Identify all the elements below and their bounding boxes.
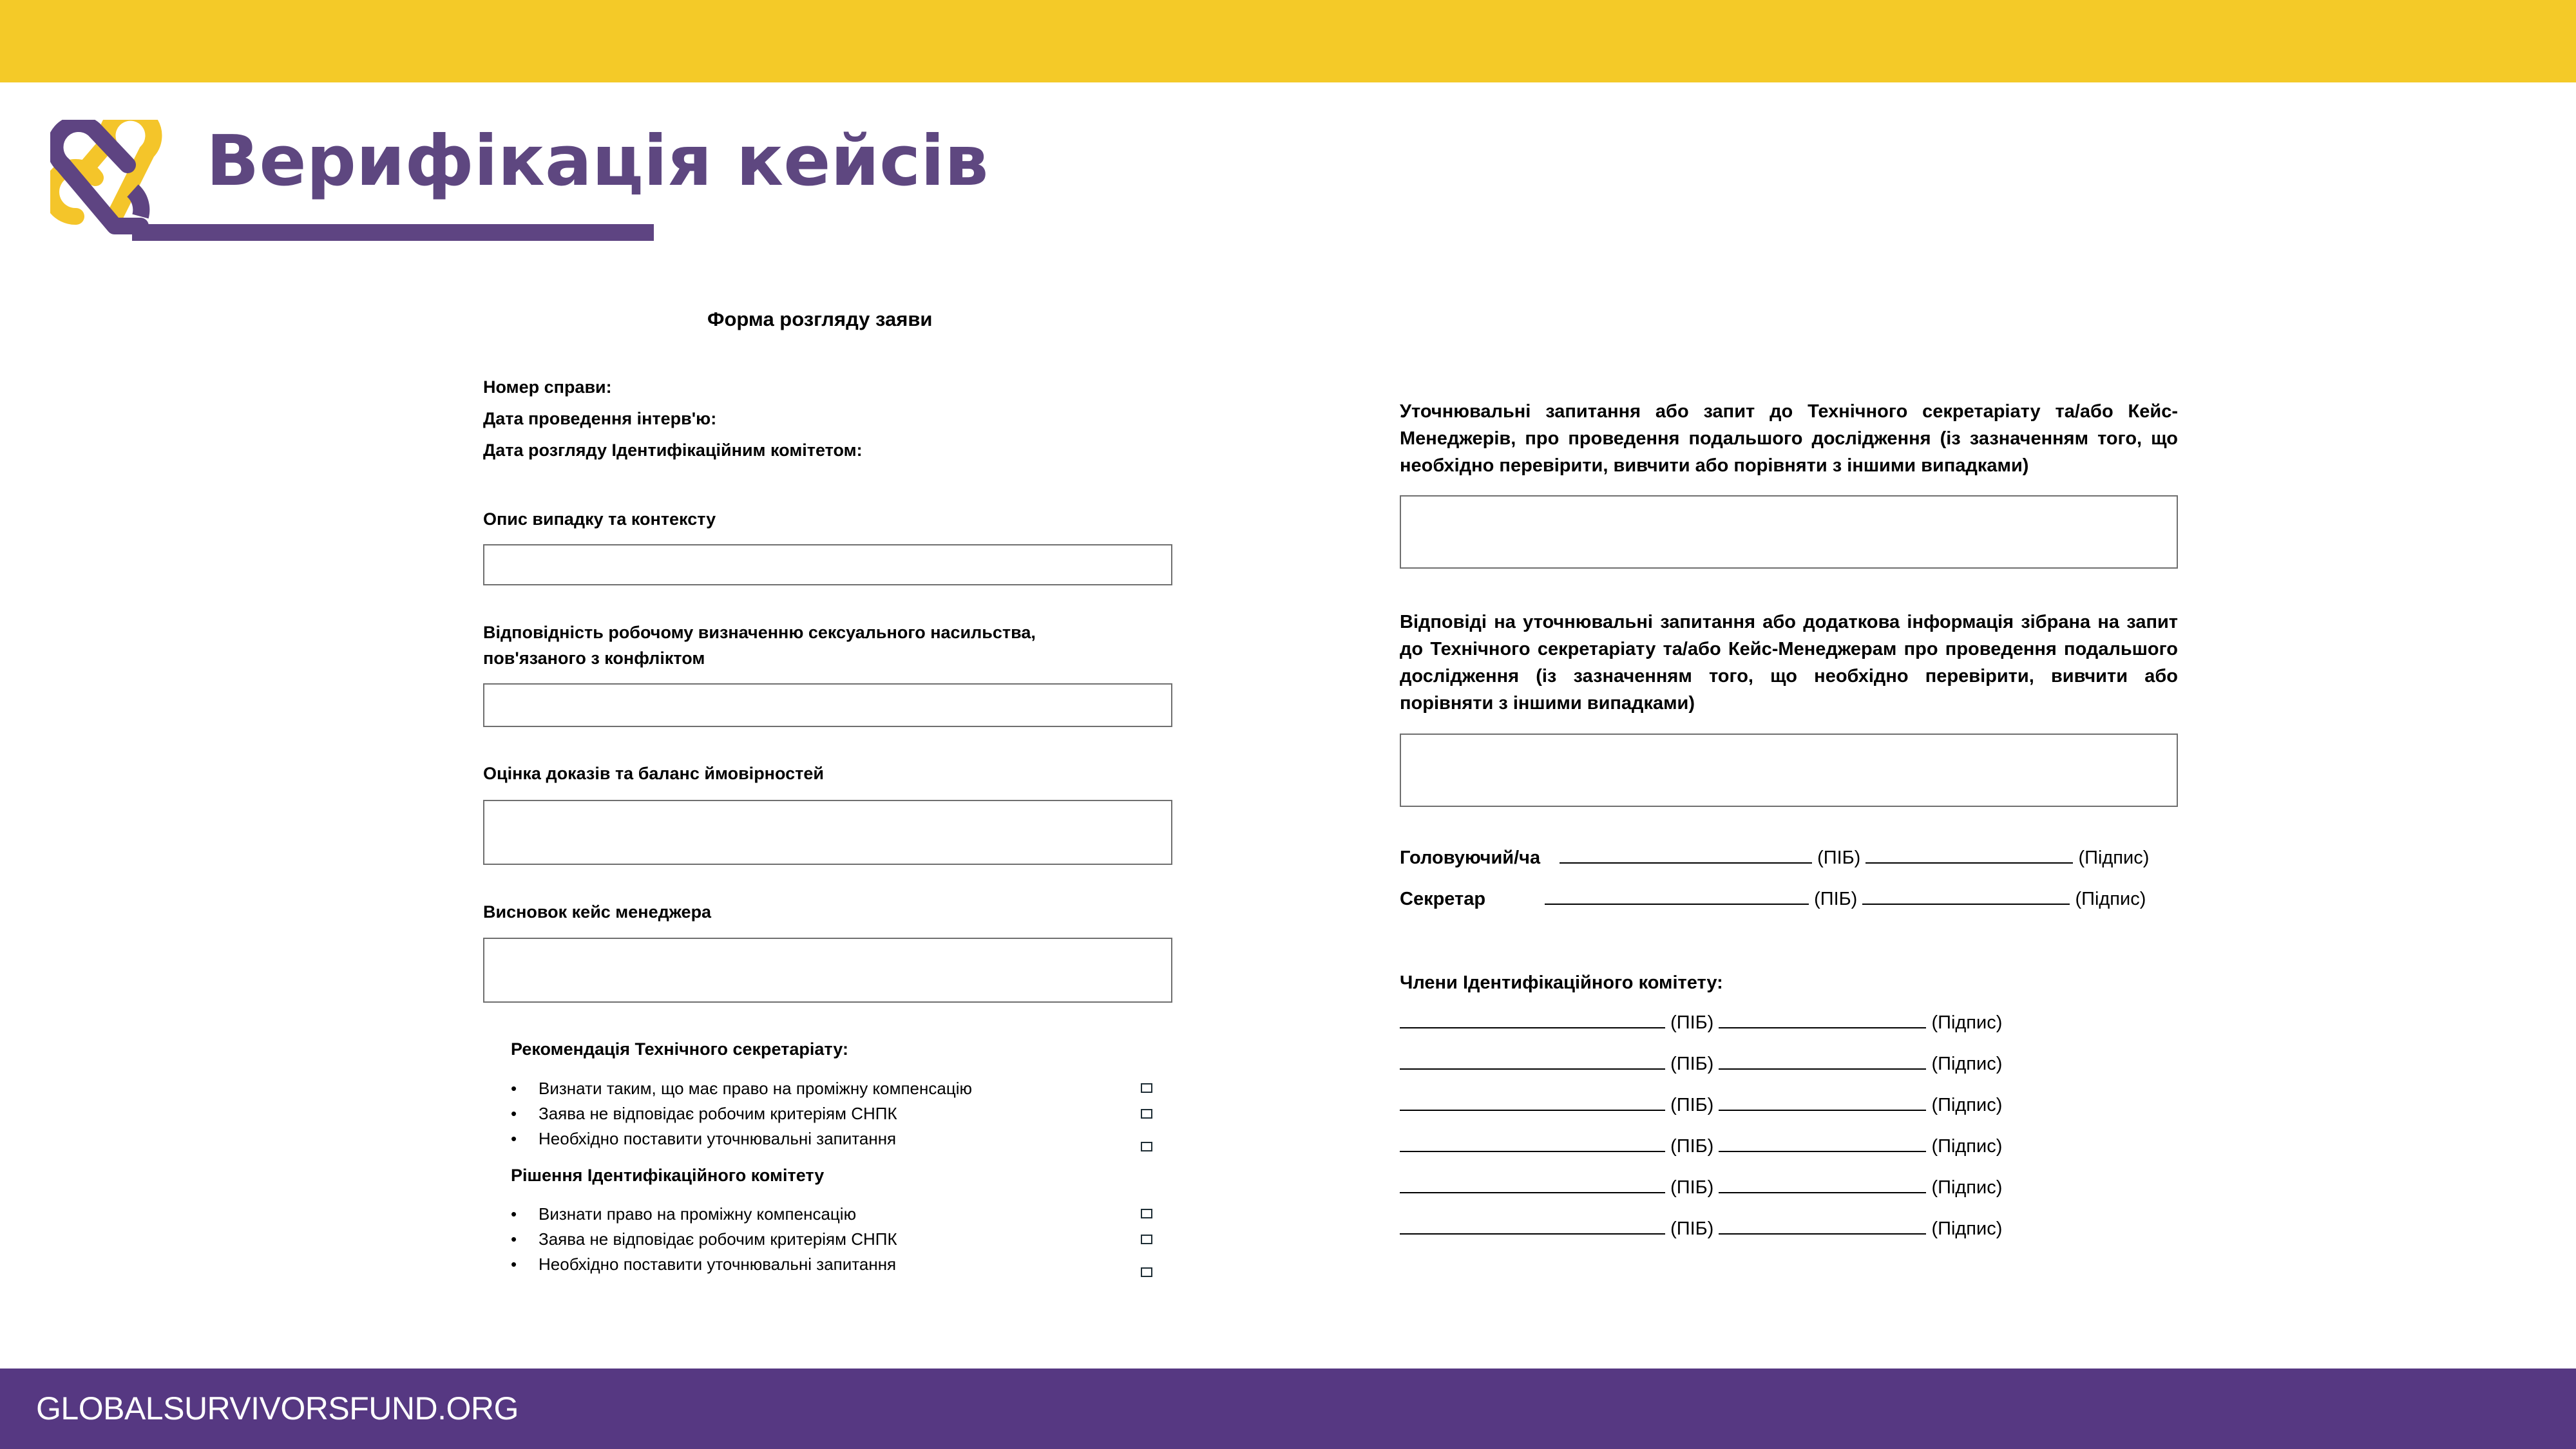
member-name-line[interactable]: [1400, 1137, 1665, 1152]
ts-option-eligible: • Визнати таким, що має право на проміжну компенсацію: [511, 1079, 972, 1098]
clarifying-questions-field[interactable]: [1400, 495, 2178, 569]
member-name-line[interactable]: [1400, 1178, 1665, 1193]
ts-clarifying-questions-checkbox[interactable]: [1141, 1142, 1152, 1151]
name-hint: (ПІБ): [1817, 848, 1861, 868]
signature-hint: (Підпис): [1931, 1012, 2003, 1033]
member-name-line[interactable]: [1400, 1013, 1665, 1028]
secretary-signature-row: [1400, 889, 2146, 910]
cd-option-not-meeting-criteria: • Заява не відповідає робочим критеріям СНПК: [511, 1229, 897, 1249]
ts-eligible-checkbox[interactable]: [1141, 1083, 1152, 1093]
case-manager-conclusion-label: Висновок кейс менеджера: [483, 902, 712, 922]
evidence-assessment-field[interactable]: [483, 800, 1172, 865]
name-hint: (ПІБ): [1670, 1218, 1714, 1239]
case-number-label: Номер справи:: [483, 377, 612, 397]
name-hint: (ПІБ): [1670, 1177, 1714, 1198]
bullet-icon: •: [511, 1079, 517, 1098]
csv-definition-field[interactable]: [483, 683, 1172, 727]
member-signature-line[interactable]: [1719, 1178, 1926, 1193]
name-hint: (ПІБ): [1670, 1054, 1714, 1074]
committee-date-label: Дата розгляду Ідентифікаційним комітетом:: [483, 440, 863, 460]
committee-member-row: [1400, 1177, 2002, 1198]
cd-eligible-checkbox[interactable]: [1141, 1209, 1152, 1218]
title-underline: [132, 224, 654, 241]
cd-option-eligible: • Визнати право на проміжну компенсацію: [511, 1204, 857, 1224]
footer-url-link[interactable]: GLOBALSURVIVORSFUND.ORG: [36, 1390, 519, 1426]
committee-members-heading: Члени Ідентифікаційного комітету:: [1400, 972, 1723, 993]
member-name-line[interactable]: [1400, 1219, 1665, 1235]
signature-hint: (Підпис): [2078, 848, 2150, 868]
committee-member-row: [1400, 1218, 2002, 1240]
member-name-line[interactable]: [1400, 1054, 1665, 1070]
ts-not-meeting-criteria-checkbox[interactable]: [1141, 1109, 1152, 1119]
secretary-label: Секретар: [1400, 889, 1486, 909]
ts-option-clarifying-questions: • Необхідно поставити уточнювальні запитання: [511, 1129, 897, 1148]
member-signature-line[interactable]: [1719, 1219, 1926, 1235]
signature-hint: (Підпис): [1931, 1054, 2003, 1074]
chair-name-line[interactable]: [1560, 848, 1812, 864]
name-hint: (ПІБ): [1670, 1095, 1714, 1115]
member-signature-line[interactable]: [1719, 1054, 1926, 1070]
signature-hint: (Підпис): [1931, 1218, 2003, 1239]
committee-member-row: [1400, 1095, 2002, 1116]
committee-member-row: [1400, 1054, 2002, 1075]
committee-member-row: [1400, 1012, 2002, 1034]
case-manager-conclusion-field[interactable]: [483, 938, 1172, 1003]
name-hint: (ПІБ): [1670, 1136, 1714, 1157]
page-title: Верифікація кейсів: [206, 121, 989, 202]
tech-secretariat-heading: Рекомендація Технічного секретаріату:: [511, 1039, 848, 1059]
answers-label: Відповіді на уточнювальні запитання або додаткова інформація зібрана на запит до Технічного секретаріату та/або Кейс-Менеджерам про проведення подальшого дослідження (із зазначенням того, що необхідно перевірити, вивчити або порівняти з іншими випадками): [1400, 612, 2178, 714]
cd-option-clarifying-questions: • Необхідно поставити уточнювальні запитання: [511, 1255, 897, 1274]
name-hint: (ПІБ): [1814, 889, 1858, 909]
cd-not-meeting-criteria-checkbox[interactable]: [1141, 1235, 1152, 1244]
bullet-icon: •: [511, 1255, 517, 1274]
member-signature-line[interactable]: [1719, 1013, 1926, 1028]
bullet-icon: •: [511, 1129, 517, 1148]
case-description-label: Опис випадку та контексту: [483, 509, 716, 529]
form-title: Форма розгляду заяви: [707, 308, 933, 330]
member-signature-line[interactable]: [1719, 1095, 1926, 1111]
answers-field[interactable]: [1400, 734, 2178, 807]
clarifying-questions-label: Уточнювальні запитання або запит до Технічного секретаріату та/або Кейс-Менеджерів, про проведення подальшого дослідження (із зазначенням того, що необхідно перевірити, вивчити або порівняти з іншими випадками): [1400, 401, 2178, 476]
chair-signature-line[interactable]: [1865, 848, 2073, 864]
top-banner: [0, 0, 2576, 82]
evidence-assessment-label: Оцінка доказів та баланс ймовірностей: [483, 764, 824, 783]
case-description-field[interactable]: [483, 544, 1172, 585]
member-signature-line[interactable]: [1719, 1137, 1926, 1152]
signature-hint: (Підпис): [1931, 1177, 2003, 1198]
bullet-icon: •: [511, 1204, 517, 1224]
secretary-name-line[interactable]: [1545, 889, 1809, 905]
chair-label: Головуючий/ча: [1400, 848, 1541, 868]
csv-definition-label: Відповідність робочому визначенню сексуального насильства, пов'язаного з конфліктом: [483, 623, 1036, 668]
secretary-signature-line[interactable]: [1862, 889, 2070, 905]
ts-option-not-meeting-criteria: • Заява не відповідає робочим критеріям СНПК: [511, 1104, 897, 1123]
member-name-line[interactable]: [1400, 1095, 1665, 1111]
bullet-icon: •: [511, 1229, 517, 1249]
cd-clarifying-questions-checkbox[interactable]: [1141, 1267, 1152, 1277]
name-hint: (ПІБ): [1670, 1012, 1714, 1033]
interview-date-label: Дата проведення інтерв'ю:: [483, 409, 717, 428]
signature-hint: (Підпис): [1931, 1136, 2003, 1157]
committee-decision-heading: Рішення Ідентифікаційного комітету: [511, 1166, 825, 1185]
signature-hint: (Підпис): [1931, 1095, 2003, 1115]
bullet-icon: •: [511, 1104, 517, 1123]
signature-hint: (Підпис): [2075, 889, 2146, 909]
committee-member-row: [1400, 1136, 2002, 1157]
chair-signature-row: [1400, 848, 2149, 869]
